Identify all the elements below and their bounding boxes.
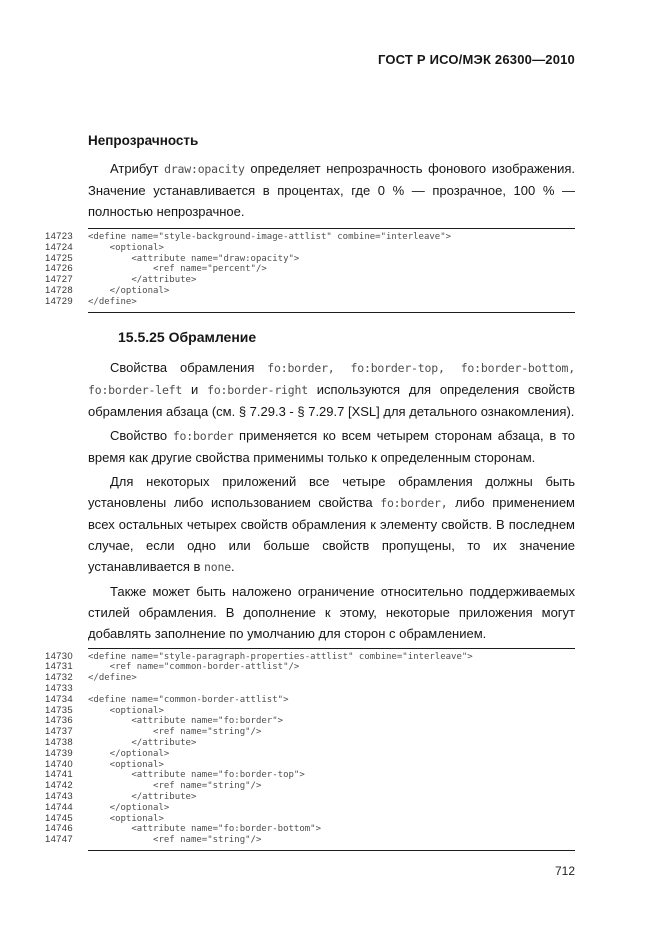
- code-line: [45, 758, 575, 771]
- code-text: <ref name="string"/>: [88, 781, 262, 792]
- text-segment: определяет непрозрачность фонового изображения. Значение устанавливается в процентах, где 0 % — прозрачное, 100 % — полностью непрозрачное.: [88, 161, 576, 219]
- code-text: </attribute>: [88, 275, 197, 286]
- code-line: [45, 726, 575, 738]
- code-line: [45, 672, 575, 684]
- code-line: [45, 747, 575, 760]
- text-segment: Свойства обрамления: [110, 359, 268, 375]
- code-line: [45, 801, 575, 814]
- code-text: </optional>: [88, 748, 170, 759]
- code-line: [45, 790, 575, 803]
- code-text: <optional>: [88, 242, 164, 253]
- paragraph-border-rules: [88, 471, 575, 578]
- code-text: </define>: [88, 673, 137, 684]
- text-segment: Также может быть наложено ограничение относительно поддерживаемых стилей обрамления. В дополнение к этому, некоторые приложения могут добавлять заполнение по умолчанию для сторон с обрамлением.: [88, 583, 575, 641]
- text-segment: Для некоторых приложений все четыре обрамления должны быть установлены либо использованием свойства: [88, 473, 575, 510]
- code-line-number: 14728: [45, 284, 73, 296]
- code-line-number: 14745: [45, 812, 73, 824]
- code-line: [45, 661, 575, 673]
- code-text: </optional>: [88, 285, 170, 296]
- paragraph-opacity: [88, 158, 575, 222]
- code-text: </optional>: [88, 802, 170, 813]
- code-text: <attribute name="fo:border-top">: [88, 770, 305, 781]
- paragraph-border-props: [88, 357, 575, 422]
- code-line-number: 14729: [45, 295, 73, 307]
- code-text: <ref name="string"/>: [88, 835, 262, 846]
- code-line: [45, 736, 575, 749]
- code-line-number: 14747: [45, 834, 73, 846]
- code-line-number: 14737: [45, 726, 73, 738]
- code-line-number: 14741: [45, 769, 73, 781]
- code-text: <attribute name="draw:opacity">: [88, 253, 300, 264]
- code-line-number: 14746: [45, 823, 73, 835]
- code-line: [45, 834, 575, 846]
- code-text: <define name="common-border-attlist">: [88, 694, 289, 705]
- text-segment: Атрибут: [110, 161, 165, 176]
- page-content: [45, 0, 576, 878]
- text-segment: используются для определения свойств обрамления абзаца (см. § 7.29.3 - § 7.29.7 [XSL] для детального ознакомления).: [88, 381, 575, 419]
- code-line-number: 14724: [45, 241, 73, 253]
- border-section-heading: 15.5.25 Обрамление: [118, 328, 257, 345]
- code-line-number: 14725: [45, 252, 73, 264]
- code-line: [45, 715, 575, 727]
- code-line: [45, 780, 575, 792]
- code-text: <ref name="percent"/>: [88, 264, 267, 275]
- code-line: [45, 241, 575, 254]
- code-text: <ref name="common-border-attlist"/>: [88, 662, 300, 673]
- code-line-number: 14734: [45, 693, 73, 705]
- code-line: [45, 650, 575, 663]
- code-line: [45, 823, 575, 835]
- code-line-number: 14735: [45, 704, 73, 716]
- code-line: [45, 812, 575, 825]
- code-line: [45, 693, 575, 706]
- code-line-number: 14732: [45, 672, 73, 684]
- code-line-number: 14742: [45, 780, 73, 792]
- code-text: <attribute name="fo:border">: [88, 716, 284, 727]
- text-segment: применяется ко всем четырем сторонам абзаца, в то время как другие свойства применимы только к определенным сторонам.: [88, 427, 576, 465]
- inline-code: fo:border: [172, 428, 234, 443]
- code-line-number: 14726: [45, 263, 73, 275]
- code-line-number: 14740: [45, 758, 73, 770]
- text-segment: и: [182, 381, 208, 397]
- code-text: <optional>: [88, 759, 164, 770]
- code-line: [45, 704, 575, 717]
- text-segment: Свойство: [110, 427, 173, 443]
- inline-code: fo:border,: [380, 495, 448, 510]
- code-block-background-image-attlist: [45, 228, 575, 313]
- code-text: <optional>: [88, 705, 164, 716]
- code-text: <optional>: [88, 813, 164, 824]
- opacity-heading: Непрозрачность: [88, 133, 199, 148]
- code-line: [45, 263, 575, 275]
- code-line-number: 14738: [45, 736, 73, 748]
- code-text: </attribute>: [88, 791, 197, 802]
- code-text: <ref name="string"/>: [88, 727, 262, 738]
- doc-number: ГОСТ Р ИСО/МЭК 26300—2010: [377, 52, 575, 67]
- code-line-number: 14727: [45, 274, 73, 286]
- code-text: </attribute>: [88, 737, 197, 748]
- text-segment: .: [230, 558, 235, 574]
- paragraph-border-limits: [88, 581, 575, 644]
- code-line-number: 14744: [45, 801, 73, 813]
- code-line-number: 14730: [45, 650, 73, 662]
- code-line-number: 14739: [45, 747, 73, 759]
- code-line: [45, 682, 575, 695]
- code-text: </define>: [88, 296, 137, 307]
- text-segment: либо применением всех остальных четырех свойств обрамления к элементу свойств. В последнем случае, если одно или больше свойств пропущены, то их значение устанавливается в: [88, 494, 575, 574]
- code-line: [45, 295, 575, 308]
- inline-code: draw:opacity: [164, 162, 245, 176]
- code-text: <define name="style-paragraph-properties-attlist" combine="interleave">: [88, 651, 473, 662]
- running-header: [88, 0, 575, 68]
- code-text: <attribute name="fo:border-bottom">: [88, 824, 321, 835]
- code-line-number: 14743: [45, 790, 73, 802]
- code-block-common-border-attlist: [45, 648, 575, 851]
- code-line: [45, 231, 575, 243]
- code-text: <define name="style-background-image-attlist" combine="interleave">: [88, 232, 452, 242]
- code-line-number: 14731: [45, 661, 73, 673]
- inline-code: fo:border-right: [207, 382, 308, 397]
- code-line-number: 14736: [45, 715, 73, 727]
- code-line-number: 14733: [45, 682, 73, 694]
- code-line: [45, 252, 575, 265]
- code-line-number: 14723: [45, 231, 73, 242]
- inline-code: none: [204, 559, 231, 574]
- page-number: 712: [554, 863, 575, 878]
- code-line: [45, 274, 575, 286]
- inline-code: fo:border, fo:border-top, fo:border-bottom, fo:border-left: [88, 360, 575, 397]
- paragraph-border-sides: [88, 425, 575, 468]
- code-line: [45, 284, 575, 297]
- code-line: [45, 769, 575, 781]
